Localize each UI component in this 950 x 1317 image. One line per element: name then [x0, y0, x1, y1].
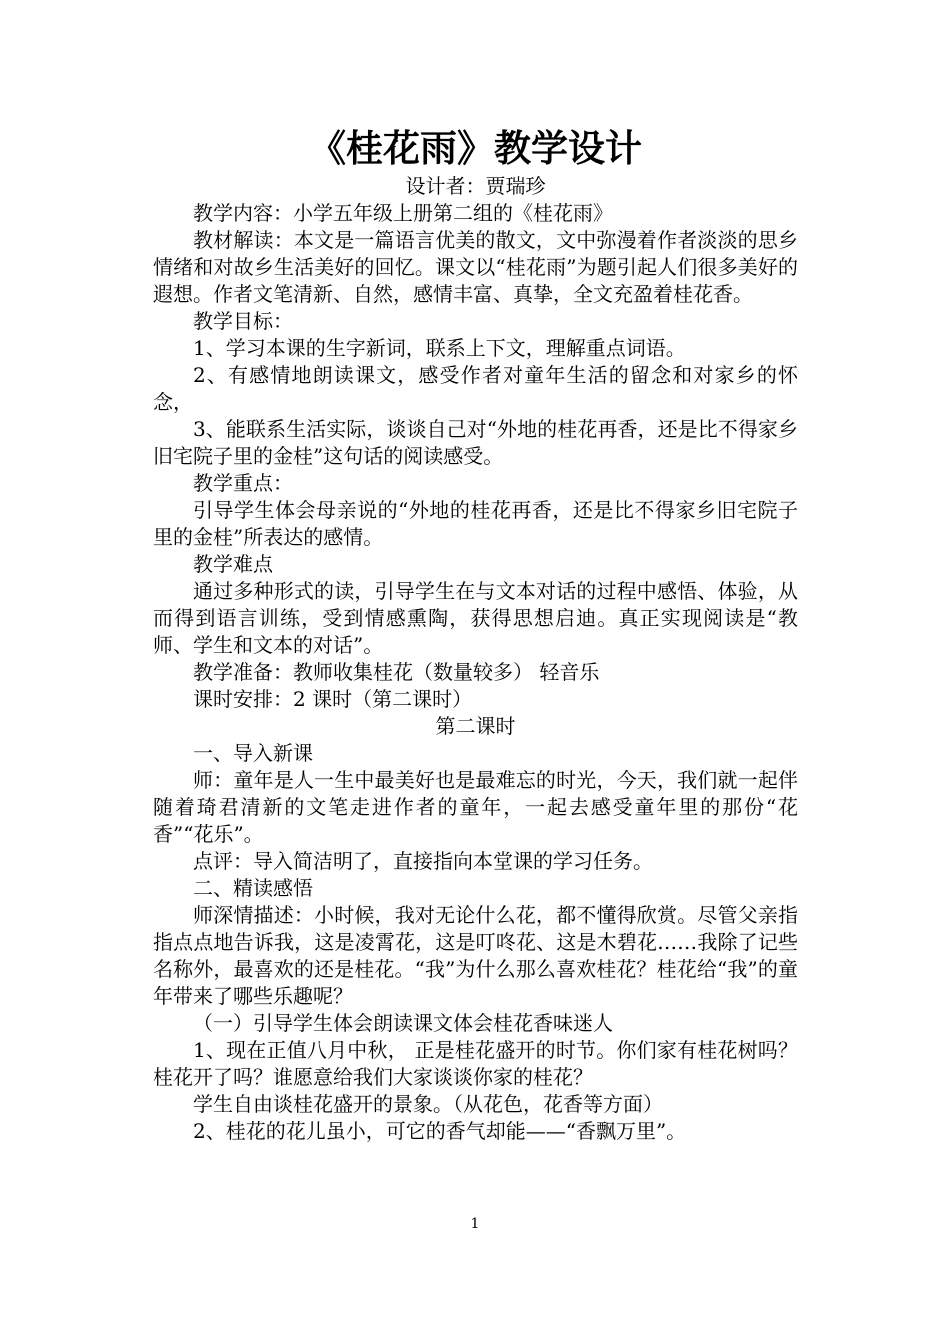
paragraph-preparation: 教学准备：教师收集桂花（数量较多） 轻音乐 [193, 660, 600, 684]
activity-item-1: 1、现在正值八月中秋， 正是桂花盛开的时节。你们家有桂花树吗？桂花开了吗？谁愿意给我们大家谈谈你家的桂花？ [153, 1038, 798, 1089]
document-body [153, 125, 798, 1145]
heading-introduction: 一、导入新课 [193, 741, 313, 765]
goal-item-2: 2、有感情地朗读课文，感受作者对童年生活的留念和对家乡的怀念， [153, 363, 798, 414]
paragraph-student-talk: 学生自由谈桂花盛开的景象。（从花色，花香等方面） [193, 1092, 663, 1116]
section-heading-second-lesson: 第二课时 [435, 714, 516, 738]
paragraph-comment: 点评：导入简洁明了，直接指向本堂课的学习任务。 [193, 849, 653, 873]
paragraph-difficulties: 通过多种形式的读，引导学生在与文本对话的过程中感悟、体验，从而得到语言训练，受到情感熏陶，获得思想启迪。真正实现阅读是“教师、学生和文本的对话”。 [153, 579, 798, 657]
paragraph-key-points: 引导学生体会母亲说的“外地的桂花再香，还是比不得家乡旧宅院子里的金桂”所表达的感情。 [153, 498, 798, 549]
paragraph-material-analysis: 教材解读：本文是一篇语言优美的散文，文中弥漫着作者淡淡的思乡情绪和对故乡生活美好的回忆。课文以“桂花雨”为题引起人们很多美好的遐想。作者文笔清新、自然，感情丰富、真挚，全文充盈着桂花香。 [153, 228, 798, 306]
heading-difficulties: 教学难点 [193, 552, 273, 576]
document-title: 《桂花雨》教学设计 [309, 127, 642, 170]
document-author: 设计者：贾瑞珍 [405, 174, 546, 198]
activity-item-2: 2、桂花的花儿虽小，可它的香气却能——“香飘万里”。 [193, 1119, 687, 1143]
heading-teaching-goals: 教学目标： [193, 309, 293, 333]
paragraph-teacher-description: 师深情描述：小时候，我对无论什么花，都不懂得欣赏。尽管父亲指指点点地告诉我，这是凌霄花，这是叮咚花、这是木碧花……我除了记些名称外，最喜欢的还是桂花。“我”为什么那么喜欢桂花？桂花给“我”的童年带来了哪些乐趣呢？ [153, 903, 798, 1008]
goal-item-3: 3、能联系生活实际，谈谈自己对“外地的桂花再香，还是比不得家乡旧宅院子里的金桂”这句话的阅读感受。 [153, 417, 798, 468]
paragraph-teacher-intro: 师：童年是人一生中最美好也是最难忘的时光，今天，我们就一起伴随着琦君清新的文笔走进作者的童年，一起去感受童年里的那份“花香”“花乐”。 [153, 768, 798, 846]
heading-close-reading: 二、精读感悟 [193, 876, 313, 900]
paragraph-schedule: 课时安排：2 课时（第二课时） [193, 687, 473, 711]
page-number: 1 [470, 1216, 480, 1232]
paragraph-teaching-content: 教学内容：小学五年级上册第二组的《桂花雨》 [193, 201, 613, 225]
heading-key-points: 教学重点： [193, 471, 293, 495]
goal-item-1: 1、学习本课的生字新词，联系上下文，理解重点词语。 [193, 336, 686, 360]
heading-sub-section-1: （一）引导学生体会朗读课文体会桂花香味迷人 [193, 1011, 613, 1035]
